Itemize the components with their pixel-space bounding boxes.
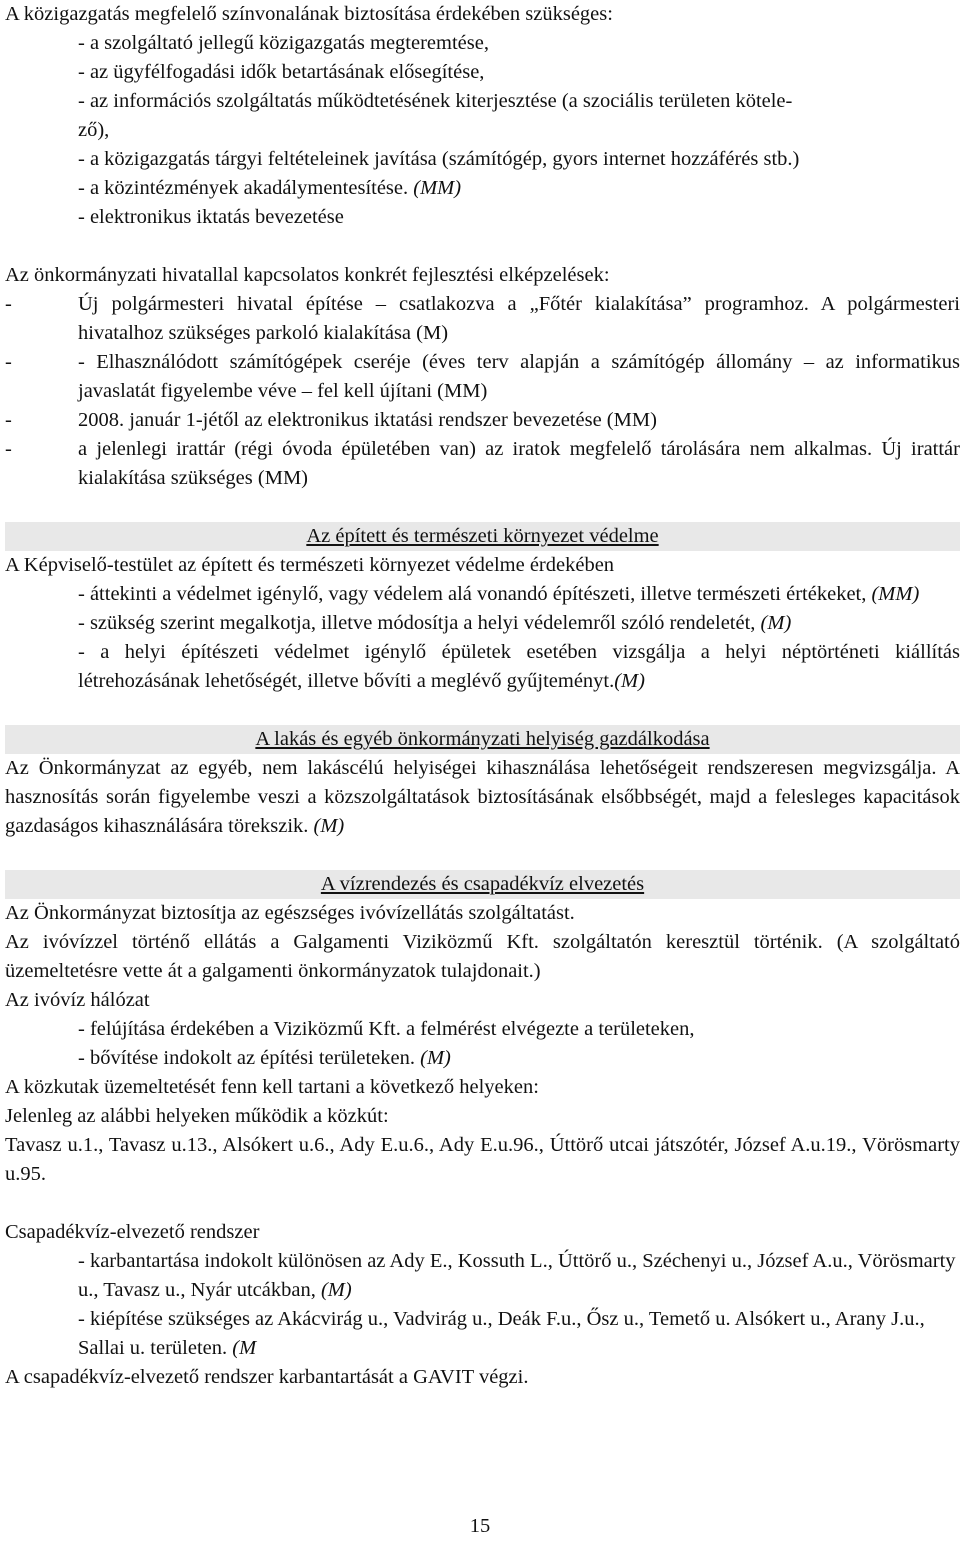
s2-item-4 bbox=[5, 435, 960, 493]
s3-heading: Az épített és természeti környezet védelme bbox=[5, 522, 960, 551]
s5-p4: A közkutak üzemeltetését fenn kell tartani a következő helyeken: bbox=[5, 1076, 539, 1098]
s2-item-3-text: 2008. január 1-jétől az elektronikus iktatási rendszer bevezetése (MM) bbox=[78, 409, 657, 431]
s2-dash-1: - bbox=[5, 293, 12, 315]
page-number: 15 bbox=[469, 1515, 491, 1537]
s5-item-3-text: - karbantartása indokolt különösen az Ady E., Kossuth L., Úttörő u., Széchenyi u., József A.u., Vörösmarty u., Tavasz u., Nyár utcákban, bbox=[78, 1250, 956, 1301]
s5-item-4-text: - kiépítése szükséges az Akácvirág u., Vadvirág u., Deák F.u., Ősz u., Temető u. Alsókert u., Arany J.u., Sallai u. területen. bbox=[78, 1308, 925, 1359]
s1-item-4: - a közigazgatás tárgyi feltételeinek javítása (számítógép, gyors internet hozzáférés stb.) bbox=[78, 148, 800, 170]
s3-item-2 bbox=[5, 609, 960, 638]
s2-item-1 bbox=[5, 290, 960, 348]
s3-item-3 bbox=[5, 638, 960, 696]
s5-item-1: - felújítása érdekében a Viziközmű Kft. a felmérést elvégezte a területeken, bbox=[78, 1018, 695, 1040]
s3-intro: A Képviselő-testület az épített és természeti környezet védelme érdekében bbox=[5, 554, 615, 576]
s2-intro: Az önkormányzati hivatallal kapcsolatos konkrét fejlesztési elképzelések: bbox=[5, 264, 610, 286]
s5-item-2-mark: (M) bbox=[420, 1047, 451, 1069]
s5-p1: Az Önkormányzat biztosítja az egészséges ivóvízellátás szolgáltatást. bbox=[5, 902, 575, 924]
s5-item-2-text: - bővítése indokolt az építési területeken. bbox=[78, 1047, 421, 1069]
s3-item-3-text: - a helyi építészeti védelmet igénylő épületek esetében vizsgálja a helyi néptörténeti kiállítás létrehozásának lehetőségét, illetve bővíti a meglévő gyűjteményt. bbox=[78, 641, 960, 692]
s3-item-1-mark: (MM) bbox=[871, 583, 920, 605]
s5-item-4 bbox=[5, 1305, 960, 1363]
s5-p6: Tavasz u.1., Tavasz u.13., Alsókert u.6., Ady E.u.6., Ady E.u.96., Úttörő utcai játszótér, József A.u.19., Vörösmarty u.95. bbox=[5, 1134, 960, 1185]
s1-item-3: - az információs szolgáltatás működtetésének kiterjesztése (a szociális területen kötele- bbox=[78, 90, 793, 112]
s3-item-1 bbox=[5, 580, 960, 609]
s5-p7: Csapadékvíz-elvezető rendszer bbox=[5, 1221, 260, 1243]
s1-item-6: - elektronikus iktatás bevezetése bbox=[78, 206, 344, 228]
s3-item-2-mark: (M) bbox=[760, 612, 792, 634]
s5-item-4-mark: (M bbox=[232, 1337, 257, 1359]
s1-intro: A közigazgatás megfelelő színvonalának biztosítása érdekében szükséges: bbox=[5, 3, 613, 25]
s2-item-2 bbox=[5, 348, 960, 406]
s1-item-3-cont: ző), bbox=[78, 119, 110, 141]
s5-p8: A csapadékvíz-elvezető rendszer karbantartását a GAVIT végzi. bbox=[5, 1366, 529, 1388]
s3-item-3-mark: (M) bbox=[614, 670, 645, 692]
s2-dash-2: - bbox=[5, 351, 12, 373]
s4-paragraph bbox=[5, 754, 960, 841]
s1-item-5 bbox=[5, 174, 960, 203]
s2-item-4-text: a jelenlegi irattár (régi óvoda épületében van) az iratok megfelelő tárolására nem alkalmas. Új irattár kialakítása szükséges (MM) bbox=[78, 438, 960, 489]
s3-item-1-text: - áttekinti a védelmet igénylő, vagy védelem alá vonandó építészeti, illetve természeti értékeket, bbox=[78, 583, 872, 605]
s2-item-1-text: Új polgármesteri hivatal építése – csatlakozva a „Főtér kialakítása” programhoz. A polgármesteri hivatalhoz szükséges parkoló kialakítása (M) bbox=[78, 293, 960, 344]
s5-item-2 bbox=[5, 1044, 960, 1073]
s2-dash-3: - bbox=[5, 409, 12, 431]
s5-p5: Jelenleg az alábbi helyeken működik a közkút: bbox=[5, 1105, 389, 1127]
s4-heading: A lakás és egyéb önkormányzati helyiség gazdálkodása bbox=[5, 725, 960, 754]
document-page bbox=[5, 0, 960, 1392]
s5-item-3 bbox=[5, 1247, 960, 1305]
s1-item-5-text: - a közintézmények akadálymentesítése. bbox=[78, 177, 409, 199]
s3-item-2-text: - szükség szerint megalkotja, illetve módosítja a helyi védelemről szóló rendeletét, bbox=[78, 612, 761, 634]
s1-item-1: - a szolgáltató jellegű közigazgatás megteremtése, bbox=[78, 32, 489, 54]
s4-mark: (M) bbox=[313, 815, 345, 837]
s2-item-2-text: - Elhasználódott számítógépek cseréje (éves terv alapján a számítógép állomány – az informatikus javaslatát figyelembe véve – fel kell újítani (MM) bbox=[78, 351, 960, 402]
s5-item-3-mark: (M) bbox=[320, 1279, 352, 1301]
s1-item-2: - az ügyfélfogadási idők betartásának elősegítése, bbox=[78, 61, 485, 83]
s5-p2: Az ivóvízzel történő ellátás a Galgamenti Viziközmű Kft. szolgáltatón keresztül történik. (A szolgáltató üzemeltetésre vette át a galgamenti önkormányzatok tulajdonait.) bbox=[5, 931, 960, 982]
s5-p3: Az ivóvíz hálózat bbox=[5, 989, 150, 1011]
s2-dash-4: - bbox=[5, 438, 12, 460]
s4-text: Az Önkormányzat az egyéb, nem lakáscélú helyiségei kihasználása lehetőségeit rendszeresen megvizsgálja. A hasznosítás során figyelembe veszi a közszolgáltatások biztosításának elsőbbségét, majd a felesleges kapacitások gazdaságos kihasználására törekszik. bbox=[5, 757, 960, 837]
s5-heading: A vízrendezés és csapadékvíz elvezetés bbox=[5, 870, 960, 899]
s2-item-3 bbox=[5, 406, 960, 435]
s1-item-5-mark: (MM) bbox=[413, 177, 462, 199]
